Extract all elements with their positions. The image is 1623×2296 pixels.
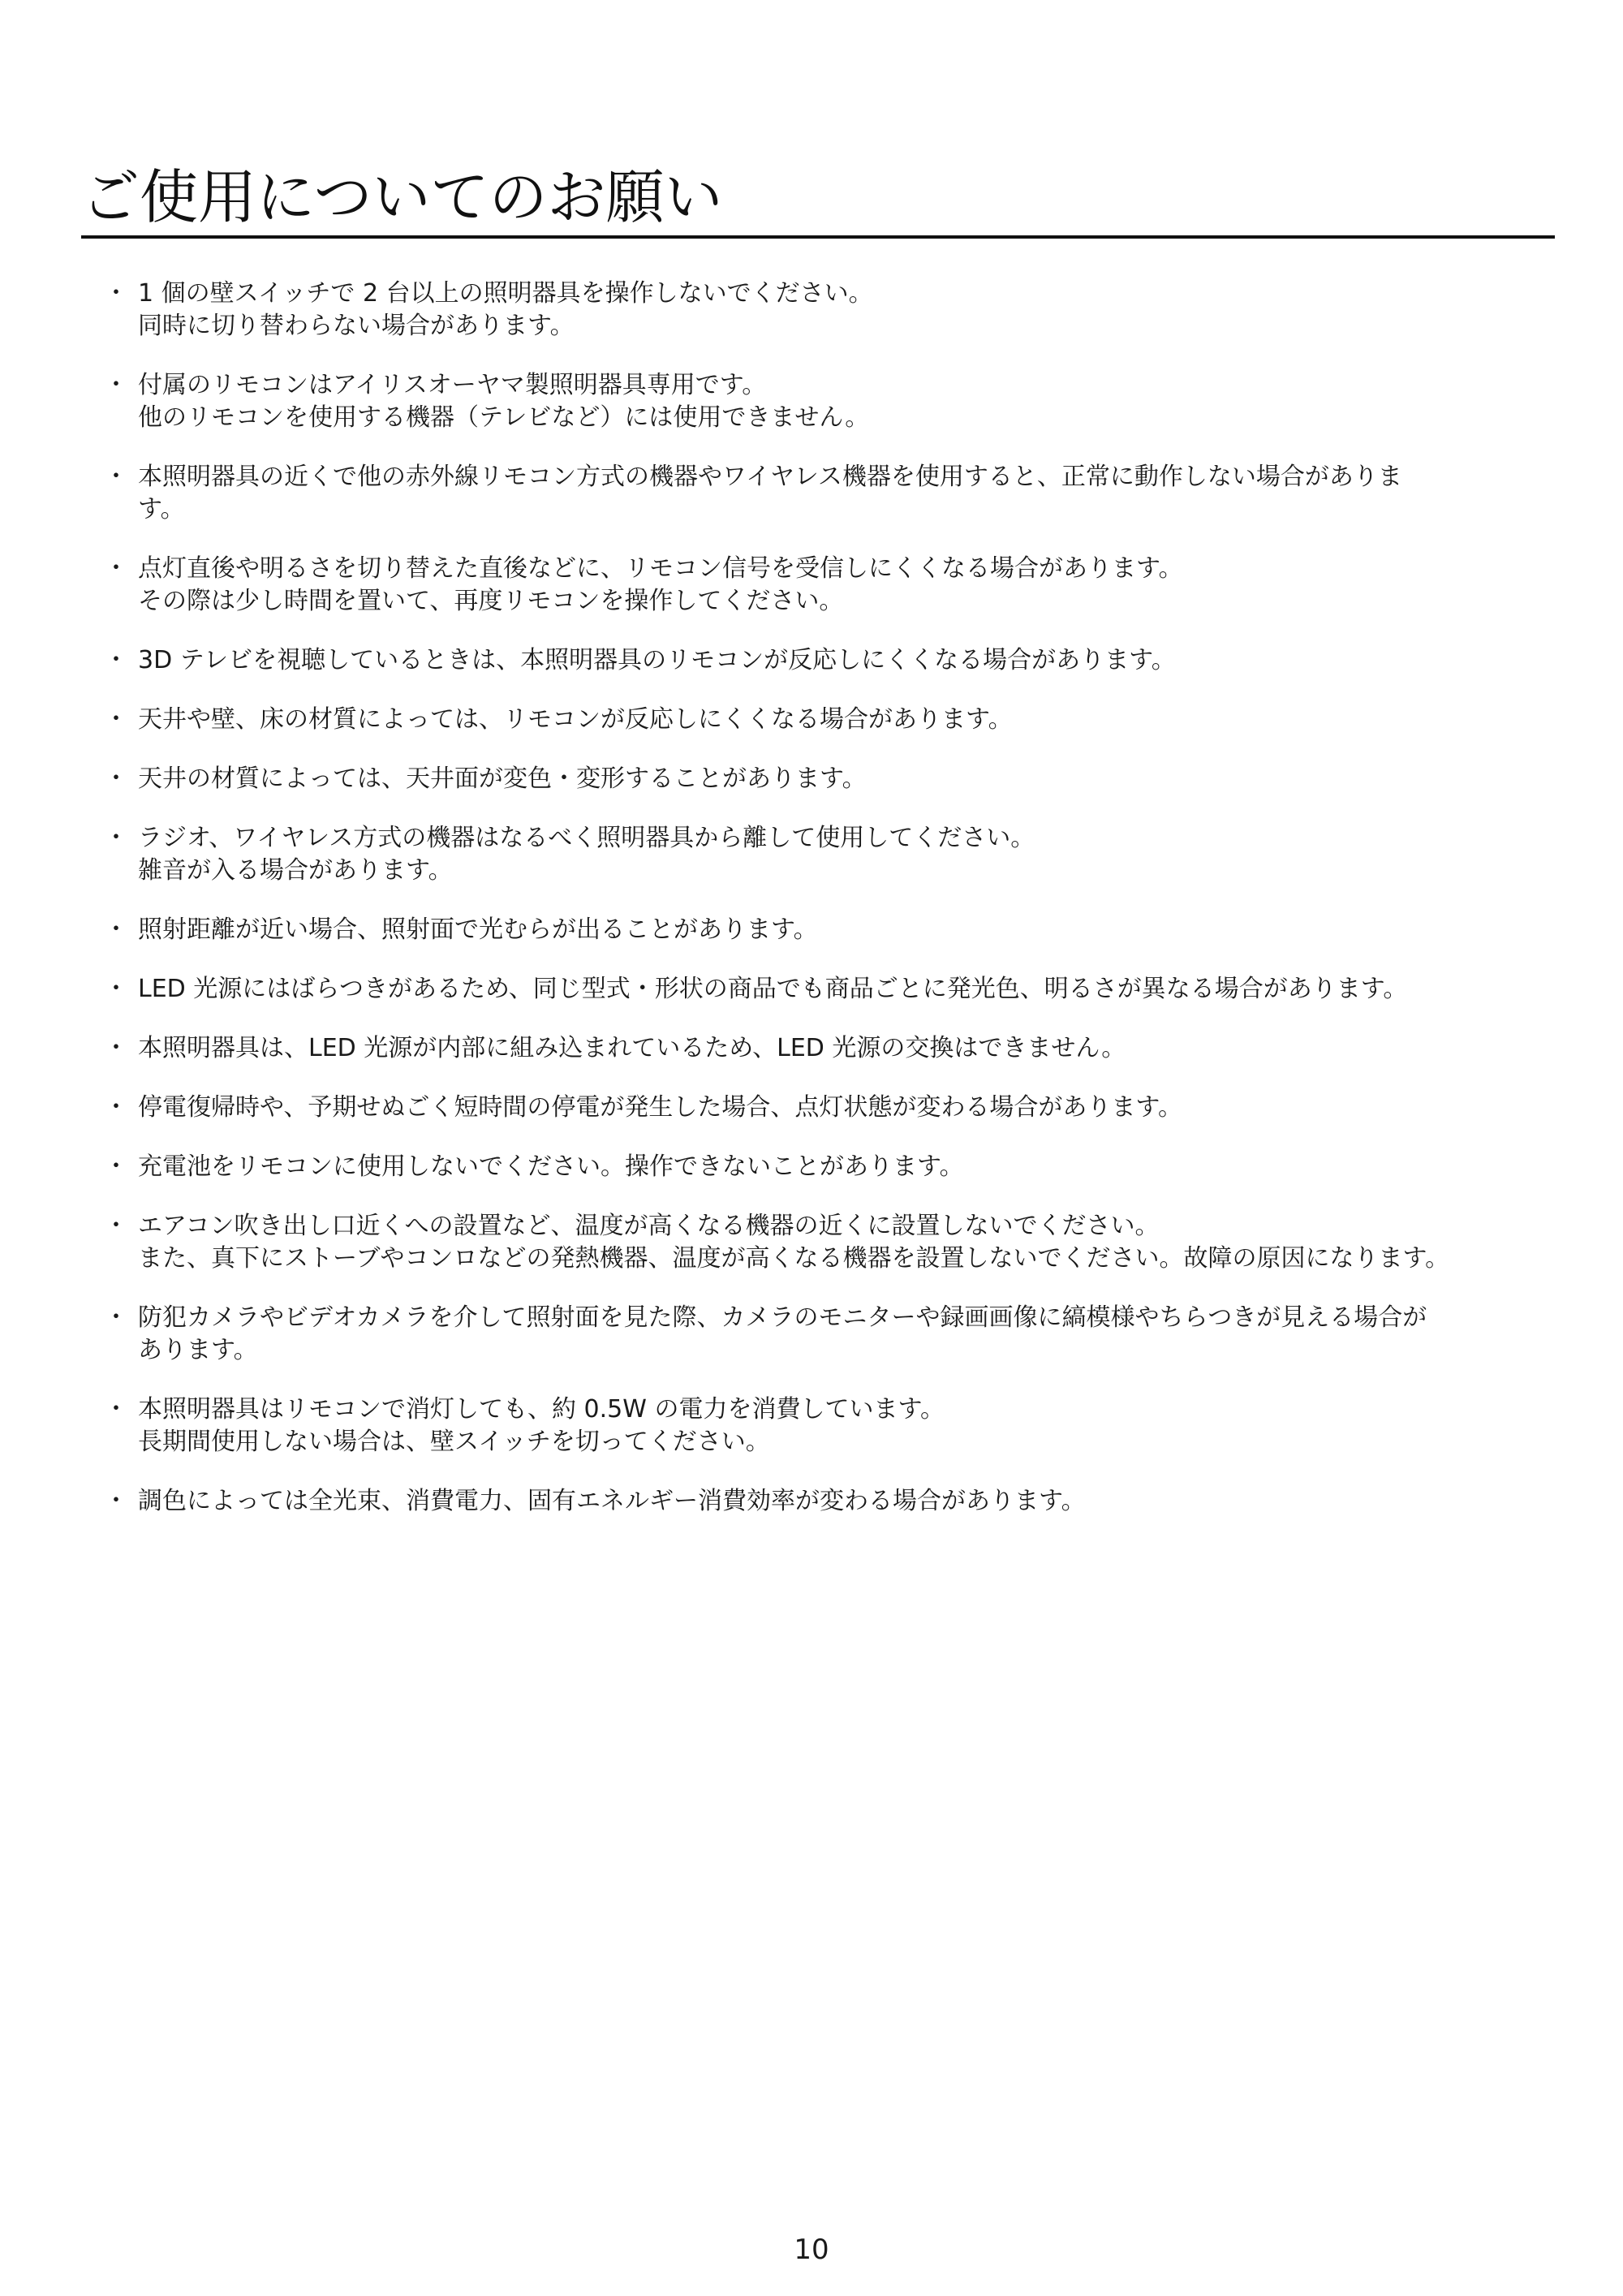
notice-text-line: す。	[138, 495, 185, 523]
notice-item	[104, 763, 1548, 795]
notice-text-line: 本照明器具は、LED 光源が内部に組み込まれているため、LED 光源の交換はできません。	[138, 1034, 1126, 1062]
bullet-mark: ・	[104, 1303, 128, 1332]
notice-text-line: 防犯カメラやビデオカメラを介して照射面を見た際、カメラのモニターや録画画像に縞模様やちらつきが見える場合が	[138, 1303, 1427, 1332]
bullet-mark: ・	[104, 705, 128, 734]
notice-text-line: ラジオ、ワイヤレス方式の機器はなるべく照明器具から離して使用してください。	[138, 824, 1035, 852]
notice-item	[104, 973, 1548, 1006]
notice-item	[104, 1302, 1548, 1367]
bullet-mark: ・	[104, 463, 128, 491]
notice-text-line: 天井の材質によっては、天井面が変色・変形することがあります。	[138, 765, 867, 793]
notice-item	[104, 1092, 1548, 1124]
bullet-mark: ・	[104, 1152, 128, 1181]
bullet-mark: ・	[104, 371, 128, 399]
bullet-mark: ・	[104, 1093, 128, 1122]
notice-list	[104, 278, 1548, 1544]
notice-text-line: 雑音が入る場合があります。	[138, 856, 453, 885]
notice-item	[104, 369, 1548, 434]
bullet-mark: ・	[104, 975, 128, 1003]
title-divider	[81, 235, 1555, 239]
notice-item	[104, 644, 1548, 677]
notice-text-line: 1 個の壁スイッチで 2 台以上の照明器具を操作しないでください。	[138, 279, 873, 308]
notice-item	[104, 822, 1548, 887]
bullet-mark: ・	[104, 765, 128, 793]
bullet-mark: ・	[104, 915, 128, 944]
bullet-mark: ・	[104, 824, 128, 852]
notice-text-line: 長期間使用しない場合は、壁スイッチを切ってください。	[138, 1428, 770, 1456]
notice-item	[104, 1394, 1548, 1458]
page-number: 10	[794, 2234, 829, 2266]
notice-text-line: 天井や壁、床の材質によっては、リモコンが反応しにくくなる場合があります。	[138, 705, 1013, 734]
notice-text-line: 本照明器具はリモコンで消灯しても、約 0.5W の電力を消費しています。	[138, 1395, 945, 1424]
notice-item	[104, 278, 1548, 342]
notice-item	[104, 1210, 1548, 1275]
notice-item	[104, 914, 1548, 946]
notice-text-line: エアコン吹き出し口近くへの設置など、温度が高くなる機器の近くに設置しないでください。	[138, 1212, 1160, 1240]
notice-text-line: 調色によっては全光束、消費電力、固有エネルギー消費効率が変わる場合があります。	[138, 1487, 1086, 1515]
notice-item	[104, 461, 1548, 526]
notice-text-line: 停電復帰時や、予期せぬごく短時間の停電が発生した場合、点灯状態が変わる場合があります。	[138, 1093, 1182, 1122]
notice-text-line: また、真下にストーブやコンロなどの発熱機器、温度が高くなる機器を設置しないでください。故障の原因になります。	[138, 1244, 1450, 1273]
bullet-mark: ・	[104, 1395, 128, 1424]
notice-item	[104, 1151, 1548, 1183]
page-title: ご使用についてのお願い	[81, 163, 723, 231]
notice-text-line: 他のリモコンを使用する機器（テレビなど）には使用できません。	[138, 403, 870, 432]
bullet-mark: ・	[104, 279, 128, 308]
notice-text-line: 本照明器具の近くで他の赤外線リモコン方式の機器やワイヤレス機器を使用すると、正常に動作しない場合がありま	[138, 463, 1402, 491]
bullet-mark: ・	[104, 554, 128, 583]
notice-text-line: 付属のリモコンはアイリスオーヤマ製照明器具専用です。	[138, 371, 767, 399]
notice-item	[104, 704, 1548, 736]
notice-text-line: 3D テレビを視聴しているときは、本照明器具のリモコンが反応しにくくなる場合があります。	[138, 646, 1176, 674]
notice-item	[104, 1485, 1548, 1518]
notice-item	[104, 553, 1548, 618]
bullet-mark: ・	[104, 646, 128, 674]
notice-text-line: あります。	[138, 1336, 258, 1364]
notice-text-line: その際は少し時間を置いて、再度リモコンを操作してください。	[138, 587, 844, 615]
notice-text-line: LED 光源にはばらつきがあるため、同じ型式・形状の商品でも商品ごとに発光色、明るさが異なる場合があります。	[138, 975, 1408, 1003]
notice-text-line: 点灯直後や明るさを切り替えた直後などに、リモコン信号を受信しにくくなる場合があります。	[138, 554, 1183, 583]
notice-item	[104, 1032, 1548, 1065]
notice-text-line: 同時に切り替わらない場合があります。	[138, 312, 575, 340]
notice-text-line: 充電池をリモコンに使用しないでください。操作できないことがあります。	[138, 1152, 964, 1181]
bullet-mark: ・	[104, 1034, 128, 1062]
notice-text-line: 照射距離が近い場合、照射面で光むらが出ることがあります。	[138, 915, 818, 944]
bullet-mark: ・	[104, 1487, 128, 1515]
bullet-mark: ・	[104, 1212, 128, 1240]
